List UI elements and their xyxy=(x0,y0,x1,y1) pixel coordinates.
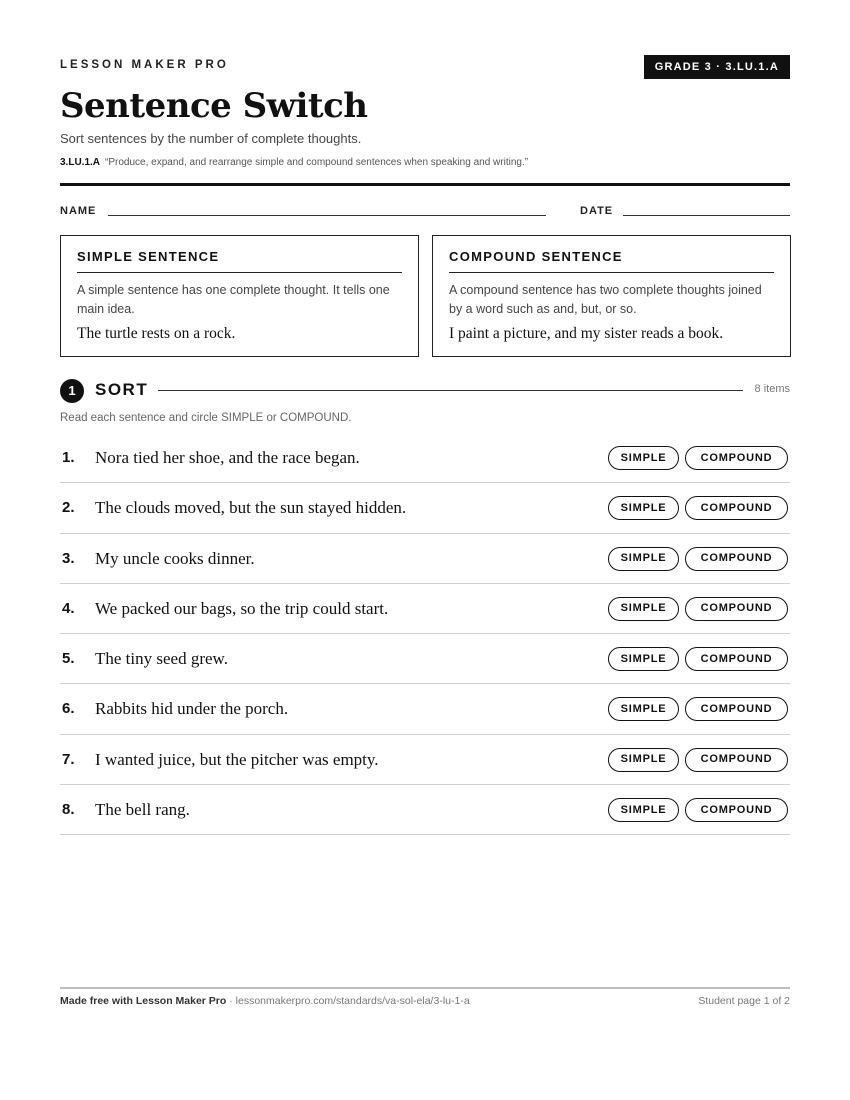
item-sentence: The tiny seed grew. xyxy=(95,649,228,669)
compound-button[interactable]: COMPOUND xyxy=(685,697,788,721)
page-indicator: Student page 1 of 2 xyxy=(698,995,790,1007)
simple-button[interactable]: SIMPLE xyxy=(608,547,679,571)
simple-button[interactable]: SIMPLE xyxy=(608,647,679,671)
item-number: 4. xyxy=(62,599,75,617)
grade-badge: GRADE 3 · 3.LU.1.A xyxy=(644,55,790,79)
date-label: DATE xyxy=(580,205,614,217)
standard-line xyxy=(60,157,528,168)
name-field[interactable] xyxy=(108,215,546,216)
compound-button[interactable]: COMPOUND xyxy=(685,446,788,470)
list-item xyxy=(60,785,790,835)
list-item xyxy=(60,634,790,684)
item-sentence: The bell rang. xyxy=(95,800,190,820)
choice-group xyxy=(608,798,788,822)
compound-sentence-card xyxy=(432,235,791,357)
compound-button[interactable]: COMPOUND xyxy=(685,798,788,822)
item-sentence: The clouds moved, but the sun stayed hidden. xyxy=(95,498,407,518)
card-title: COMPOUND SENTENCE xyxy=(449,249,774,273)
worksheet-page xyxy=(60,0,790,1100)
section-title: SORT xyxy=(95,380,149,399)
section-number-badge: 1 xyxy=(60,379,84,403)
item-number: 8. xyxy=(62,801,75,819)
item-number: 7. xyxy=(62,750,75,768)
item-sentence: Rabbits hid under the porch. xyxy=(95,699,289,719)
item-number: 1. xyxy=(62,449,75,466)
item-count: 8 items xyxy=(754,383,790,395)
choice-group xyxy=(608,697,788,721)
list-item xyxy=(60,735,790,785)
list-item xyxy=(60,534,790,584)
page-title: Sentence Switch xyxy=(60,86,368,126)
footer-made-with: Made free with Lesson Maker Pro xyxy=(60,995,227,1007)
compound-button[interactable]: COMPOUND xyxy=(685,547,788,571)
name-label: NAME xyxy=(60,205,97,217)
item-number: 6. xyxy=(62,700,75,718)
simple-button[interactable]: SIMPLE xyxy=(608,697,679,721)
item-number: 5. xyxy=(62,650,75,668)
simple-button[interactable]: SIMPLE xyxy=(608,798,679,822)
list-item xyxy=(60,433,790,483)
simple-button[interactable]: SIMPLE xyxy=(608,748,679,772)
choice-group xyxy=(608,547,788,571)
section-divider xyxy=(158,390,743,391)
card-example: I paint a picture, and my sister reads a book. xyxy=(449,325,724,342)
page-subtitle: Sort sentences by the number of complete thoughts. xyxy=(60,131,362,146)
choice-group xyxy=(608,647,788,671)
compound-button[interactable]: COMPOUND xyxy=(685,748,788,772)
item-number: 3. xyxy=(62,549,75,567)
card-example: The turtle rests on a rock. xyxy=(77,325,236,342)
choice-group xyxy=(608,748,788,772)
header-divider xyxy=(60,183,790,186)
sentence-list xyxy=(60,433,790,835)
list-item xyxy=(60,483,790,533)
list-item xyxy=(60,584,790,634)
simple-button[interactable]: SIMPLE xyxy=(608,446,679,470)
choice-group xyxy=(608,496,788,520)
standard-text: “Produce, expand, and rearrange simple and compound sentences when speaking and writing.” xyxy=(105,157,529,168)
footer-credit xyxy=(60,995,470,1007)
list-item xyxy=(60,684,790,734)
choice-group xyxy=(608,446,788,470)
standard-code: 3.LU.1.A xyxy=(60,157,101,168)
compound-button[interactable]: COMPOUND xyxy=(685,647,788,671)
card-definition: A simple sentence has one complete thought. It tells one main idea. xyxy=(77,283,390,316)
compound-button[interactable]: COMPOUND xyxy=(685,496,788,520)
simple-button[interactable]: SIMPLE xyxy=(608,597,679,621)
item-number: 2. xyxy=(62,499,75,517)
item-sentence: I wanted juice, but the pitcher was empty. xyxy=(95,749,379,769)
compound-button[interactable]: COMPOUND xyxy=(685,597,788,621)
simple-button[interactable]: SIMPLE xyxy=(608,496,679,520)
simple-sentence-card xyxy=(60,235,419,357)
item-sentence: Nora tied her shoe, and the race began. xyxy=(95,448,360,467)
brand-name: LESSON MAKER PRO xyxy=(60,59,229,71)
footer-divider xyxy=(60,987,790,989)
date-field[interactable] xyxy=(623,215,790,216)
section-instructions: Read each sentence and circle SIMPLE or COMPOUND. xyxy=(60,412,352,424)
item-sentence: My uncle cooks dinner. xyxy=(95,548,255,568)
choice-group xyxy=(608,597,788,621)
card-title: SIMPLE SENTENCE xyxy=(77,249,402,273)
footer-url[interactable]: · lessonmakerpro.com/standards/va-sol-ela/3-lu-1-a xyxy=(226,995,470,1007)
card-definition: A compound sentence has two complete thoughts joined by a word such as and, but, or so. xyxy=(449,283,762,316)
item-sentence: We packed our bags, so the trip could start. xyxy=(95,598,389,618)
